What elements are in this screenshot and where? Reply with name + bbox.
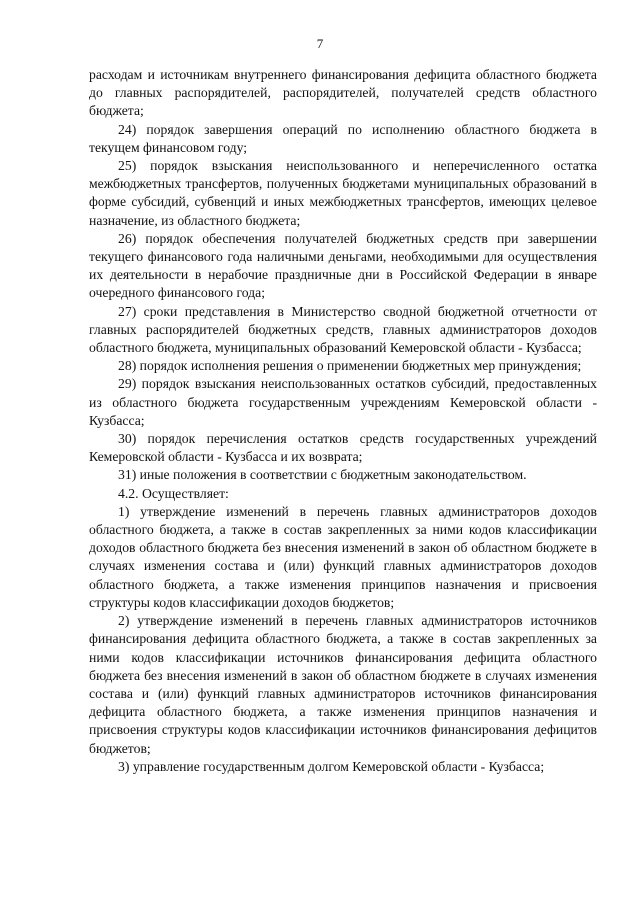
paragraph: 1) утверждение изменений в перечень главных администраторов доходов областного бюджета, а также в состав закрепленных за ними кодов классификации доходов областного бюджета без внесения изменений в закон об областном бюджете в случаях изменения состава и (или) функций главных администраторов доходов областного бюджета, а также изменения принципов назначения и присвоения структуры кодов классификации доходов бюджетов; [89, 503, 597, 610]
paragraph: 4.2. Осуществляет: [118, 485, 229, 501]
paragraph: 2) утверждение изменений в перечень главных администраторов источников финансирования дефицита областного бюджета, а также в состав закрепленных за ними кодов классификации источников финансирования дефицита областного бюджета без внесения изменений в закон об областном бюджете в случаях изменения состава и (или) функций главных администраторов источников финансирования дефицита областного бюджета, а также изменения принципов назначения и присвоения структуры кодов классификации источников финансирования дефицитов бюджетов; [89, 613, 597, 756]
paragraph: 27) сроки представления в Министерство сводной бюджетной отчетности от главных распорядителей бюджетных средств, главных администраторов доходов областного бюджета, муниципальных образований Кемеровской области - Кузбасса; [89, 303, 597, 356]
paragraph: 30) порядок перечисления остатков средств государственных учреждений Кемеровской области - Кузбасса и их возврата; [89, 431, 597, 465]
paragraph: 26) порядок обеспечения получателей бюджетных средств при завершении текущего финансового года наличными деньгами, необходимыми для осуществления их деятельности в нерабочие праздничные дни в Российской Федерации в январе очередного финансового года; [89, 230, 597, 301]
paragraph: 3) управление государственным долгом Кемеровской области - Кузбасса; [118, 758, 545, 774]
paragraph: расходам и источникам внутреннего финансирования дефицита областного бюджета до главных распорядителей, распорядителей, получателей средств областного бюджета; [89, 67, 597, 119]
paragraph: 31) иные положения в соответствии с бюджетным законодательством. [118, 467, 527, 483]
page-number: 7 [316, 36, 324, 51]
paragraph: 24) порядок завершения операций по исполнению областного бюджета в текущем финансовом году; [89, 121, 597, 155]
paragraph: 25) порядок взыскания неиспользованного и неперечисленного остатка межбюджетных трансфертов, полученных бюджетами муниципальных образований в форме субсидий, субвенций и иных межбюджетных трансфертов, имеющих целевое назначение, из областного бюджета; [89, 158, 597, 228]
paragraph: 29) порядок взыскания неиспользованных остатков субсидий, предоставленных из областного бюджета государственным учреждениям Кемеровской области - Кузбасса; [89, 376, 597, 428]
paragraph: 28) порядок исполнения решения о применении бюджетных мер принуждения; [118, 358, 582, 374]
document-body [89, 66, 597, 776]
